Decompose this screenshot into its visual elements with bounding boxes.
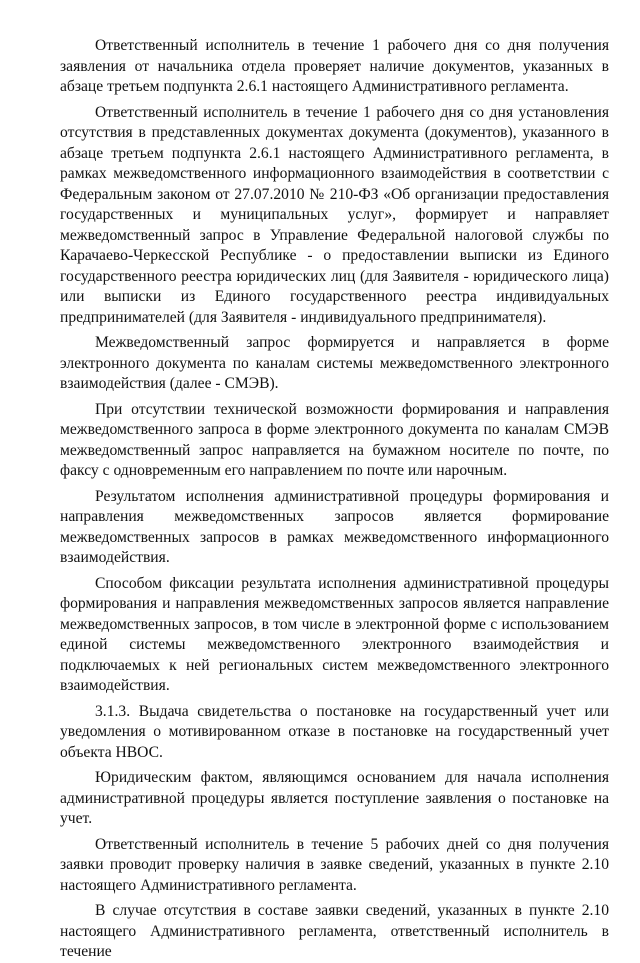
paragraph-10: В случае отсутствия в составе заявки сведений, указанных в пункте 2.10 настоящего Административного регламента, ответственный исполнитель в течение <box>60 902 609 960</box>
paragraph-8: Юридическим фактом, являющимся основанием для начала исполнения административной процедуры является поступление заявления о постановке на учет. <box>60 769 609 827</box>
paragraph-6: Способом фиксации результата исполнения административной процедуры формирования и направления межведомственных запросов является направление межведомственных запросов, в том числе в электронной форме с использованием единой системы межведомственного электронного взаимодействия и подключаемых к ней региональных систем межведомственного электронного взаимодействия. <box>60 574 609 694</box>
paragraph-4: При отсутствии технической возможности формирования и направления межведомственного запроса в форме электронного документа по каналам СМЭВ межведомственный запрос направляется на бумажном носителе по почте, по факсу с одновременным его направлением по почте или нарочным. <box>60 400 609 479</box>
paragraph-1: Ответственный исполнитель в течение 1 рабочего дня со дня получения заявления от начальника отдела проверяет наличие документов, указанных в абзаце третьем подпункта 2.6.1 настоящего Административного регламента. <box>60 37 609 95</box>
paragraph-2: Ответственный исполнитель в течение 1 рабочего дня со дня установления отсутствия в представленных документах документа (документов), указанного в абзаце третьем подпункта 2.6.1 настоящего Административного регламента, в рамках межведомственного информационного взаимодействия в соответствии с Федеральным законом от 27.07.2010 № 210-ФЗ «Об организации предоставления государственных и муниципальных услуг», формирует и направляет межведомственный запрос в Управление Федеральной налоговой службы по Карачаево-Черкесской Республике - о предоставлении выписки из Единого государственного реестра юридических лиц (для Заявителя - юридического лица) или выписки из Единого государственного реестра индивидуальных предпринимателей (для Заявителя - индивидуального предпринимателя). <box>60 103 609 326</box>
paragraph-5: Результатом исполнения административной процедуры формирования и направления межведомственных запросов является формирование межведомственных запросов в рамках межведомственного информационного взаимодействия. <box>60 487 609 566</box>
paragraph-3: Межведомственный запрос формируется и направляется в форме электронного документа по каналам системы межведомственного электронного взаимодействия (далее - СМЭВ). <box>60 334 609 392</box>
paragraph-9: Ответственный исполнитель в течение 5 рабочих дней со дня получения заявки проводит проверку наличия в заявке сведений, указанных в пункте 2.10 настоящего Административного регламента. <box>60 835 609 894</box>
section-heading-3-1-3: 3.1.3. Выдача свидетельства о постановке на государственный учет или уведомления о мотивированном отказе в постановке на государственный учет объекта НВОС. <box>60 702 609 761</box>
